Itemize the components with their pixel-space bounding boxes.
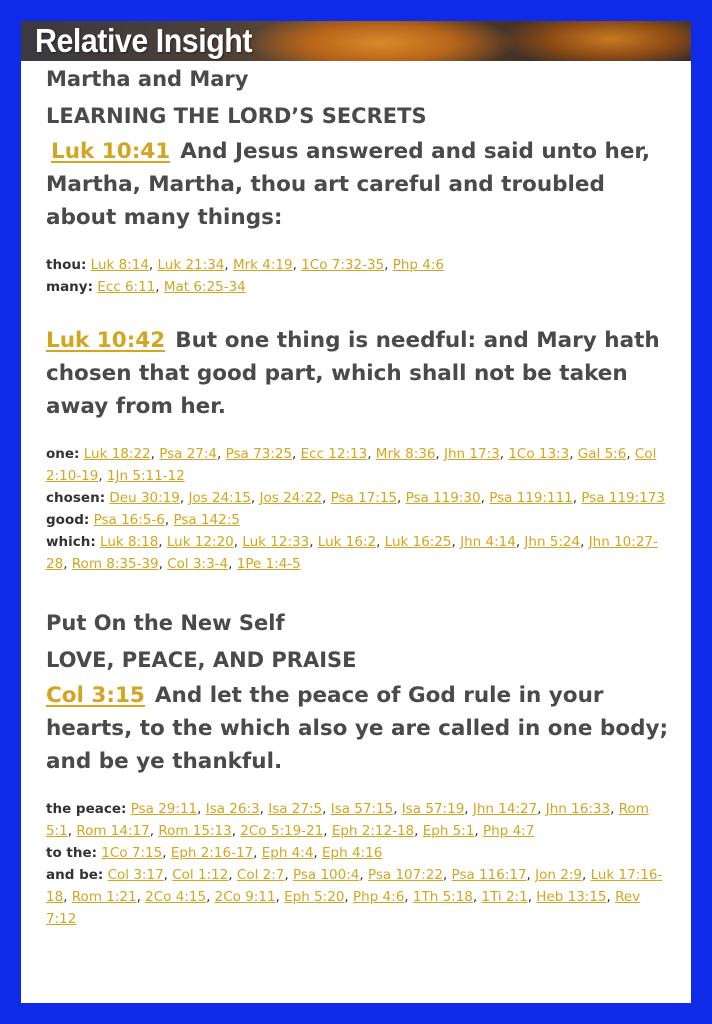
cross-reference-link[interactable]: Psa 142:5 bbox=[173, 512, 240, 528]
cross-reference-link[interactable]: 1Co 7:15 bbox=[101, 845, 163, 861]
section-topic: Put On the New Self bbox=[46, 611, 285, 635]
cross-reference-link[interactable]: Psa 119:111 bbox=[489, 490, 573, 506]
section-subtopic: LOVE, PEACE, AND PRAISE bbox=[46, 648, 357, 672]
cross-reference-link[interactable]: 1Th 5:18 bbox=[412, 889, 473, 905]
cross-reference-link[interactable]: Col 1:12 bbox=[172, 867, 229, 883]
cross-reference-link[interactable]: 1Co 7:32-35 bbox=[301, 257, 385, 273]
xref-line: chosen: Deu 30:19, Jos 24:15, Jos 24:22, Psa 17:15, Psa 119:30, Psa 119:111, Psa 119:173 bbox=[46, 490, 665, 506]
cross-reference-link[interactable]: Col 2:7 bbox=[236, 867, 285, 883]
section bbox=[46, 61, 669, 575]
cross-reference-link[interactable]: Rom 8:35-39 bbox=[71, 556, 159, 572]
cross-reference-link[interactable]: Psa 119:173 bbox=[581, 490, 665, 506]
content-body bbox=[21, 61, 691, 930]
verse-reference-link[interactable]: Col 3:15 bbox=[46, 683, 145, 708]
cross-reference-link[interactable]: Php 4:7 bbox=[483, 823, 535, 839]
cross-reference-link[interactable]: Php 4:6 bbox=[392, 257, 445, 273]
cross-reference-link[interactable]: Jhn 17:3 bbox=[444, 446, 500, 462]
xref-label: and be: bbox=[46, 867, 104, 883]
cross-reference-link[interactable]: Psa 107:22 bbox=[367, 867, 443, 883]
cross-reference-link[interactable]: Eph 5:1 bbox=[422, 823, 475, 839]
verse bbox=[46, 135, 669, 234]
xref-label: one: bbox=[46, 446, 80, 462]
xref-line: many: Ecc 6:11, Mat 6:25-34 bbox=[46, 279, 246, 295]
cross-reference-link[interactable]: Mrk 8:36 bbox=[375, 446, 436, 462]
cross-reference-link[interactable]: 2Co 5:19-21 bbox=[240, 823, 324, 839]
cross-reference-link[interactable]: Psa 73:25 bbox=[225, 446, 293, 462]
cross-reference-link[interactable]: Ecc 6:11 bbox=[97, 279, 156, 295]
cross-reference-link[interactable]: Col 3:17 bbox=[107, 867, 164, 883]
cross-reference-link[interactable]: Mat 6:25-34 bbox=[163, 279, 246, 295]
cross-reference-link[interactable]: 1Pe 1:4-5 bbox=[236, 556, 301, 572]
cross-reference-link[interactable]: Luk 12:33 bbox=[242, 534, 310, 550]
verse-text: But one thing is needful: and Mary hath chosen that good part, which shall not be taken away from her. bbox=[46, 328, 660, 419]
xref-line: and be: Col 3:17, Col 1:12, Col 2:7, Psa 100:4, Psa 107:22, Psa 116:17, Jon 2:9, Luk 17:16-18, Rom 1:21, 2Co 4:15, 2Co 9:11, Eph 5:20, Php 4:6, 1Th 5:18, 1Ti 2:1, Heb 13:15, Rev 7:12 bbox=[46, 867, 663, 927]
cross-reference-link[interactable]: Eph 2:12-18 bbox=[331, 823, 415, 839]
cross-reference-link[interactable]: Col 3:3-4 bbox=[167, 556, 229, 572]
verse bbox=[46, 679, 669, 778]
cross-reference-link[interactable]: Psa 27:4 bbox=[159, 446, 218, 462]
xref-label: good: bbox=[46, 512, 90, 528]
cross-reference-link[interactable]: Psa 16:5-6 bbox=[93, 512, 165, 528]
cross-reference-link[interactable]: 2Co 9:11 bbox=[214, 889, 276, 905]
section-subtopic: LEARNING THE LORD’S SECRETS bbox=[46, 104, 427, 128]
cross-reference-link[interactable]: Luk 8:18 bbox=[100, 534, 159, 550]
cross-reference-link[interactable]: Jhn 14:27 bbox=[472, 801, 538, 817]
section-topic: Martha and Mary bbox=[46, 67, 249, 91]
verse bbox=[46, 324, 669, 423]
xref-line: to the: 1Co 7:15, Eph 2:16-17, Eph 4:4, Eph 4:16 bbox=[46, 845, 383, 861]
xref-label: many: bbox=[46, 279, 93, 295]
cross-reference-link[interactable]: Ecc 12:13 bbox=[300, 446, 368, 462]
banner bbox=[21, 21, 691, 61]
xref-line: one: Luk 18:22, Psa 27:4, Psa 73:25, Ecc 12:13, Mrk 8:36, Jhn 17:3, 1Co 13:3, Gal 5:6, Col 2:10-19, 1Jn 5:11-12 bbox=[46, 446, 657, 484]
cross-reference-link[interactable]: Psa 116:17 bbox=[451, 867, 527, 883]
cross-references bbox=[46, 254, 669, 298]
xref-line: which: Luk 8:18, Luk 12:20, Luk 12:33, Luk 16:2, Luk 16:25, Jhn 4:14, Jhn 5:24, Jhn 10:27-28, Rom 8:35-39, Col 3:3-4, 1Pe 1:4-5 bbox=[46, 534, 658, 572]
xref-label: which: bbox=[46, 534, 96, 550]
cross-reference-link[interactable]: Jhn 4:14 bbox=[460, 534, 516, 550]
cross-references bbox=[46, 443, 669, 575]
cross-reference-link[interactable]: Jhn 10:27-28 bbox=[46, 534, 658, 572]
cross-reference-link[interactable]: Eph 4:4 bbox=[261, 845, 314, 861]
xref-line: thou: Luk 8:14, Luk 21:34, Mrk 4:19, 1Co 7:32-35, Php 4:6 bbox=[46, 257, 445, 273]
cross-reference-link[interactable]: Rom 1:21 bbox=[71, 889, 137, 905]
cross-reference-link[interactable]: Isa 26:3 bbox=[205, 801, 260, 817]
cross-reference-link[interactable]: Isa 27:5 bbox=[268, 801, 323, 817]
cross-reference-link[interactable]: Rom 15:13 bbox=[158, 823, 232, 839]
cross-reference-link[interactable]: Psa 100:4 bbox=[292, 867, 360, 883]
cross-reference-link[interactable]: Rom 5:1 bbox=[46, 801, 649, 839]
cross-reference-link[interactable]: 1Jn 5:11-12 bbox=[106, 468, 185, 484]
verse-reference-link[interactable]: Luk 10:41 bbox=[51, 139, 171, 164]
cross-reference-link[interactable]: Isa 57:19 bbox=[401, 801, 465, 817]
cross-references bbox=[46, 798, 669, 930]
cross-reference-link[interactable]: Jos 24:22 bbox=[259, 490, 322, 506]
cross-reference-link[interactable]: Col 2:10-19 bbox=[46, 446, 657, 484]
cross-reference-link[interactable]: 1Co 13:3 bbox=[508, 446, 570, 462]
cross-reference-link[interactable]: Luk 8:14 bbox=[90, 257, 149, 273]
cross-reference-link[interactable]: Rom 14:17 bbox=[76, 823, 150, 839]
cross-reference-link[interactable]: Jhn 5:24 bbox=[524, 534, 581, 550]
cross-reference-link[interactable]: Rev 7:12 bbox=[46, 889, 641, 927]
xref-line: good: Psa 16:5-6, Psa 142:5 bbox=[46, 512, 240, 528]
cross-reference-link[interactable]: Eph 2:16-17 bbox=[170, 845, 254, 861]
cross-reference-link[interactable]: 2Co 4:15 bbox=[145, 889, 207, 905]
cross-reference-link[interactable]: Luk 16:2 bbox=[317, 534, 377, 550]
section bbox=[46, 605, 669, 930]
cross-reference-link[interactable]: Deu 30:19 bbox=[109, 490, 180, 506]
xref-label: the peace: bbox=[46, 801, 127, 817]
cross-reference-link[interactable]: Luk 12:20 bbox=[166, 534, 234, 550]
cross-reference-link[interactable]: Mrk 4:19 bbox=[232, 257, 293, 273]
cross-reference-link[interactable]: Jhn 16:33 bbox=[545, 801, 611, 817]
cross-reference-link[interactable]: Luk 21:34 bbox=[157, 257, 225, 273]
cross-reference-link[interactable]: Psa 119:30 bbox=[405, 490, 481, 506]
cross-reference-link[interactable]: Gal 5:6 bbox=[577, 446, 627, 462]
content-card bbox=[21, 21, 691, 1003]
cross-reference-link[interactable]: Eph 5:20 bbox=[284, 889, 345, 905]
xref-label: to the: bbox=[46, 845, 98, 861]
verse-text: And Jesus answered and said unto her, Martha, Martha, thou art careful and troubled about many things: bbox=[46, 139, 651, 230]
cross-reference-link[interactable]: Php 4:6 bbox=[353, 889, 405, 905]
verse-text: And let the peace of God rule in your hearts, to the which also ye are called in one body; and be ye thankful. bbox=[46, 683, 669, 774]
cross-reference-link[interactable]: Isa 57:15 bbox=[330, 801, 394, 817]
xref-line: the peace: Psa 29:11, Isa 26:3, Isa 27:5, Isa 57:15, Isa 57:19, Jhn 14:27, Jhn 16:33, Rom 5:1, Rom 14:17, Rom 15:13, 2Co 5:19-21, Eph 2:12-18, Eph 5:1, Php 4:7 bbox=[46, 801, 649, 839]
cross-reference-link[interactable]: Luk 17:16-18 bbox=[46, 867, 663, 905]
cross-reference-link[interactable]: Psa 29:11 bbox=[130, 801, 198, 817]
cross-reference-link[interactable]: 1Ti 2:1 bbox=[481, 889, 528, 905]
verse-reference-link[interactable]: Luk 10:42 bbox=[46, 328, 166, 353]
cross-reference-link[interactable]: Eph 4:16 bbox=[322, 845, 383, 861]
cross-reference-link[interactable]: Heb 13:15 bbox=[536, 889, 607, 905]
xref-label: thou: bbox=[46, 257, 87, 273]
cross-reference-link[interactable]: Luk 18:22 bbox=[83, 446, 151, 462]
cross-reference-link[interactable]: Jon 2:9 bbox=[535, 867, 582, 883]
cross-reference-link[interactable]: Luk 16:25 bbox=[384, 534, 452, 550]
xref-label: chosen: bbox=[46, 490, 106, 506]
cross-reference-link[interactable]: Jos 24:15 bbox=[188, 490, 251, 506]
banner-title: Relative Insight bbox=[35, 22, 253, 59]
cross-reference-link[interactable]: Psa 17:15 bbox=[330, 490, 397, 506]
